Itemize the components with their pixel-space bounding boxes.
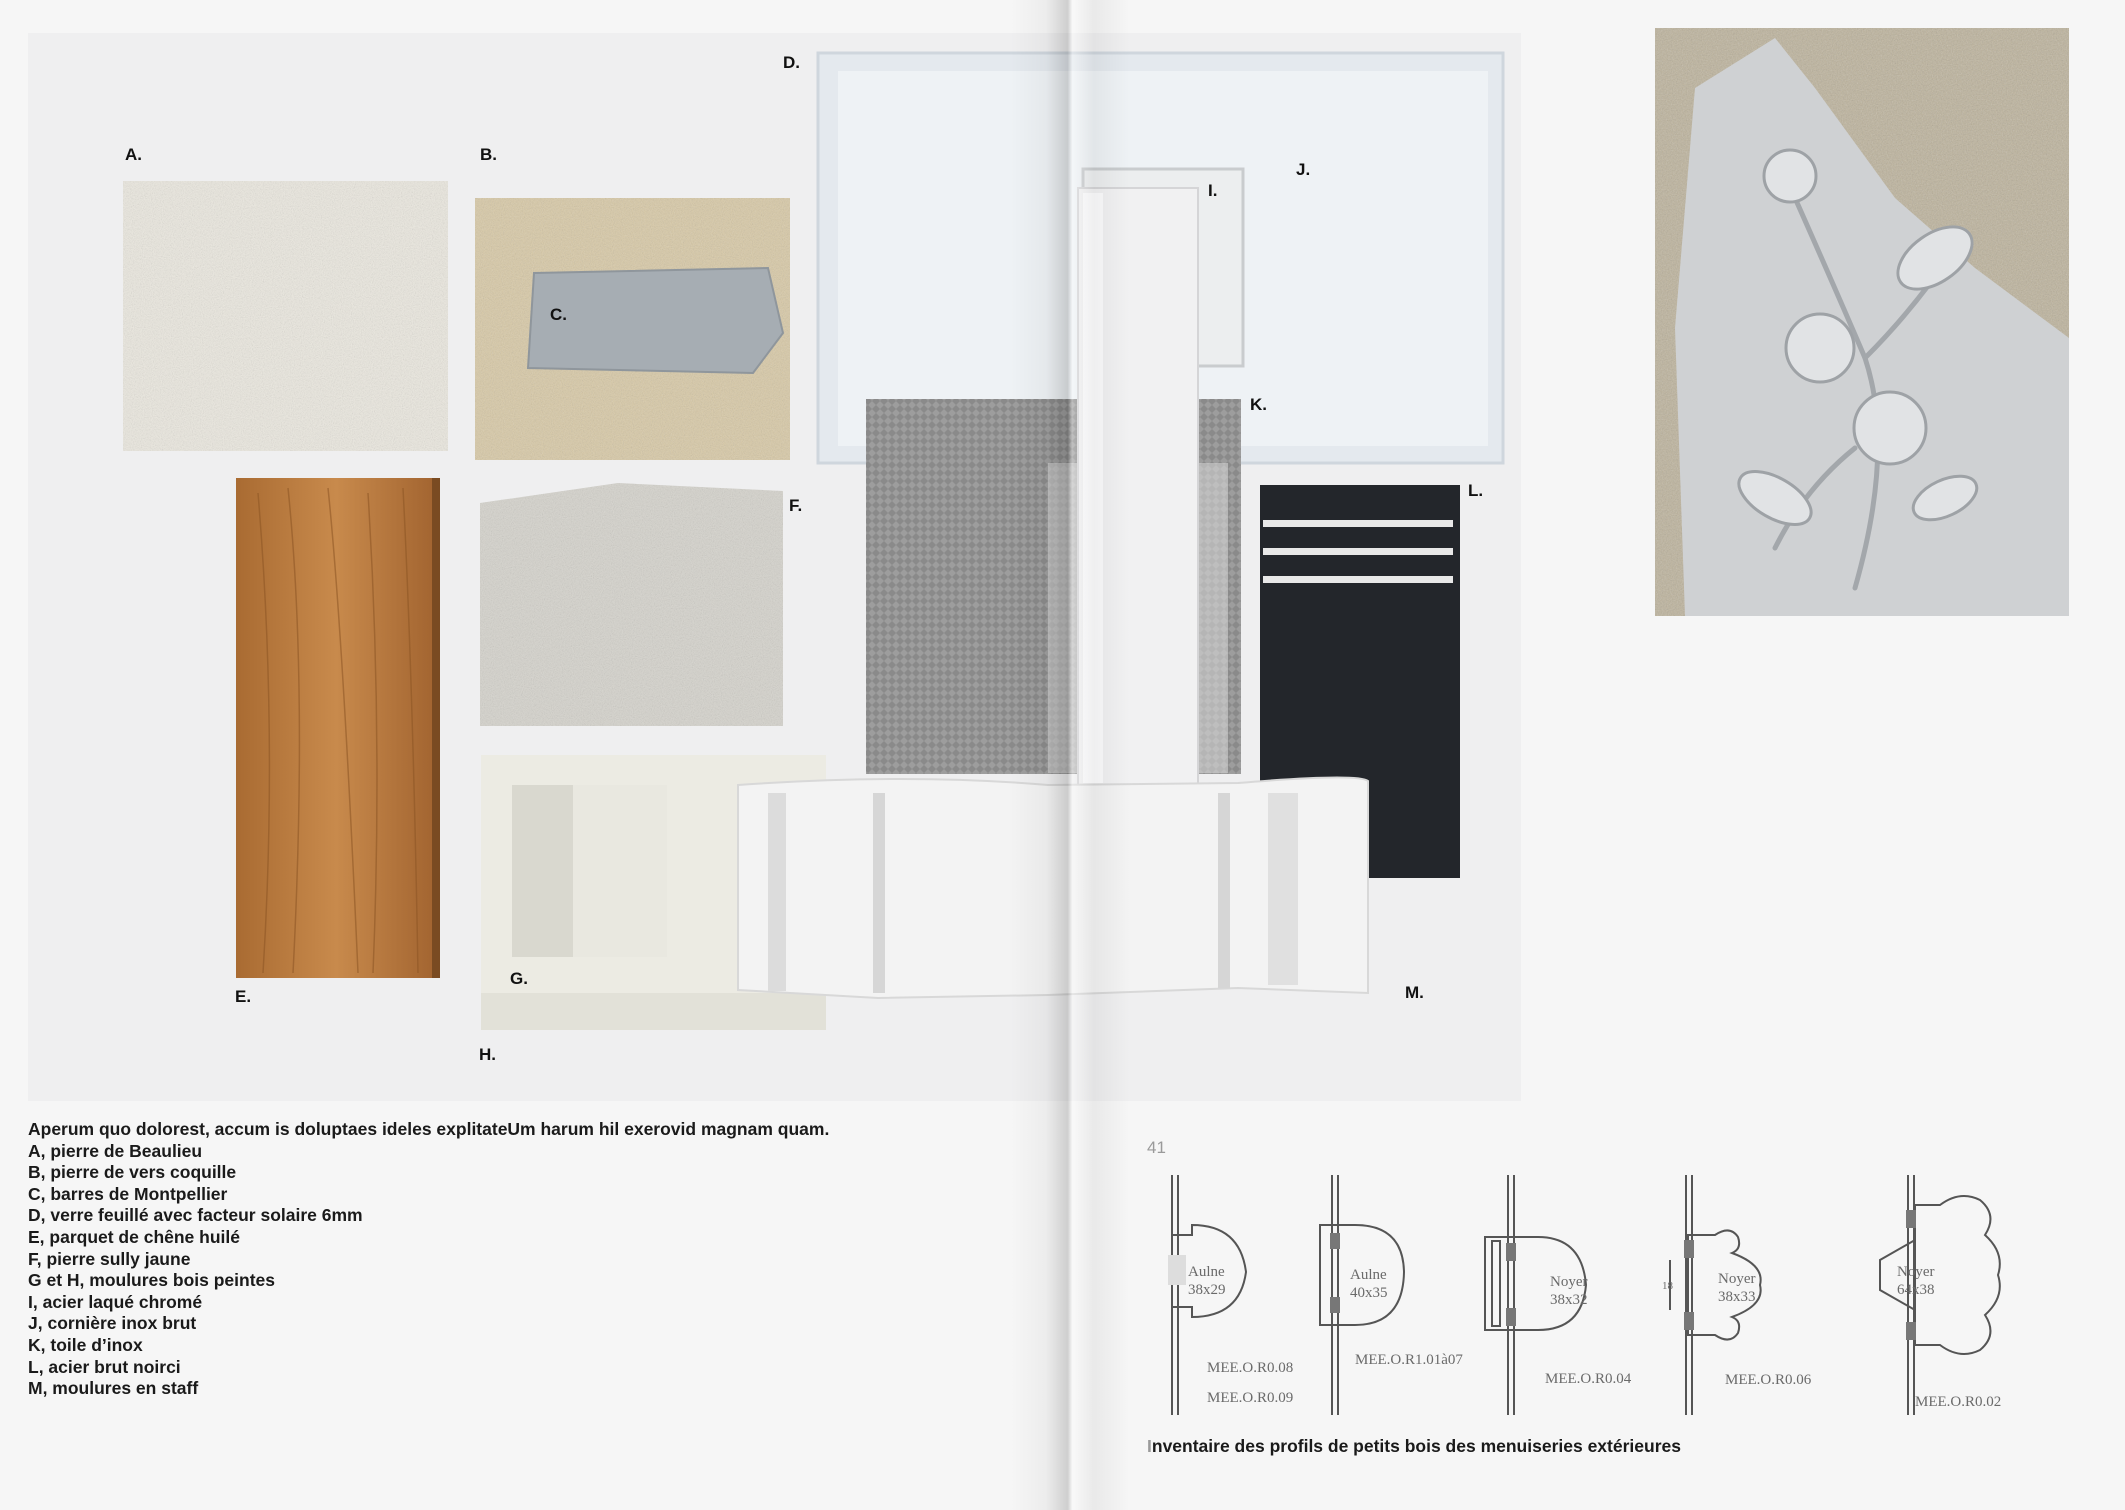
- profile-code: MEE.O.R0.09: [1207, 1390, 1294, 1406]
- caption-item: B, pierre de vers coquille: [28, 1162, 237, 1183]
- label-d: D.: [783, 53, 800, 72]
- profile-label: Aulne: [1350, 1267, 1387, 1283]
- label-b: B.: [480, 145, 497, 164]
- caption-item: K, toile d’inox: [28, 1334, 143, 1355]
- label-f: F.: [789, 496, 803, 515]
- caption-item: L, acier brut noirci: [28, 1356, 181, 1377]
- materials-photo: [28, 33, 1521, 1101]
- stone-relief-photo: [1655, 28, 2069, 616]
- profiles-drawing: [1140, 1165, 2040, 1425]
- profiles-caption: [1147, 1436, 1681, 1457]
- label-a: A.: [125, 145, 142, 164]
- profiles-caption-text: nventaire des profils de petits bois des menuiseries extérieures: [1151, 1436, 1681, 1456]
- caption-item: E, parquet de chêne huilé: [28, 1226, 240, 1247]
- label-k: K.: [1250, 395, 1267, 414]
- profile-dimension: 18: [1662, 1280, 1673, 1292]
- profile-label: Noyer: [1550, 1274, 1588, 1290]
- profile-label: 38x29: [1188, 1282, 1226, 1298]
- profile-label: 40x35: [1350, 1285, 1388, 1301]
- profile-code: MEE.O.R1.01à07: [1355, 1352, 1463, 1368]
- profile-label: 38x33: [1718, 1289, 1756, 1305]
- profile-label: Aulne: [1188, 1264, 1225, 1280]
- caption-item: F, pierre sully jaune: [28, 1248, 191, 1269]
- profile-code: MEE.O.R0.04: [1545, 1371, 1632, 1387]
- profile-label: Noyer: [1897, 1264, 1935, 1280]
- materials-photo-art: [28, 33, 1521, 1101]
- page-number: 41: [1147, 1138, 1166, 1157]
- caption-item: G et H, moulures bois peintes: [28, 1270, 275, 1291]
- materials-caption: [28, 1119, 988, 1400]
- profile-label: 64x38: [1897, 1282, 1935, 1298]
- label-e: E.: [235, 987, 252, 1006]
- label-m: M.: [1405, 983, 1424, 1002]
- label-h: H.: [479, 1045, 496, 1064]
- caption-intro: Aperum quo dolorest, accum is doluptaes ideles explitateUm harum hil exerovid magnam quam.: [28, 1119, 830, 1139]
- profile-label: 38x32: [1550, 1292, 1588, 1308]
- caption-item: D, verre feuillé avec facteur solaire 6mm: [28, 1205, 363, 1226]
- profile-label: Noyer: [1718, 1271, 1756, 1287]
- label-l: L.: [1468, 481, 1484, 500]
- profile-code: MEE.O.R0.06: [1725, 1372, 1812, 1388]
- caption-item: M, moulures en staff: [28, 1378, 199, 1399]
- relief-art: [1655, 28, 2069, 616]
- label-j: J.: [1296, 160, 1311, 179]
- caption-item: C, barres de Montpellier: [28, 1183, 228, 1204]
- caption-item: I, acier laqué chromé: [28, 1291, 203, 1312]
- caption-item: A, pierre de Beaulieu: [28, 1140, 203, 1161]
- profile-code: MEE.O.R0.02: [1915, 1394, 2002, 1410]
- label-i: I.: [1208, 181, 1218, 200]
- profile-code: MEE.O.R0.08: [1207, 1360, 1294, 1376]
- caption-item: J, cornière inox brut: [28, 1313, 197, 1334]
- profiles-caption-initial: I: [1147, 1436, 1152, 1456]
- label-c: C.: [550, 305, 567, 324]
- label-g: G.: [510, 969, 528, 988]
